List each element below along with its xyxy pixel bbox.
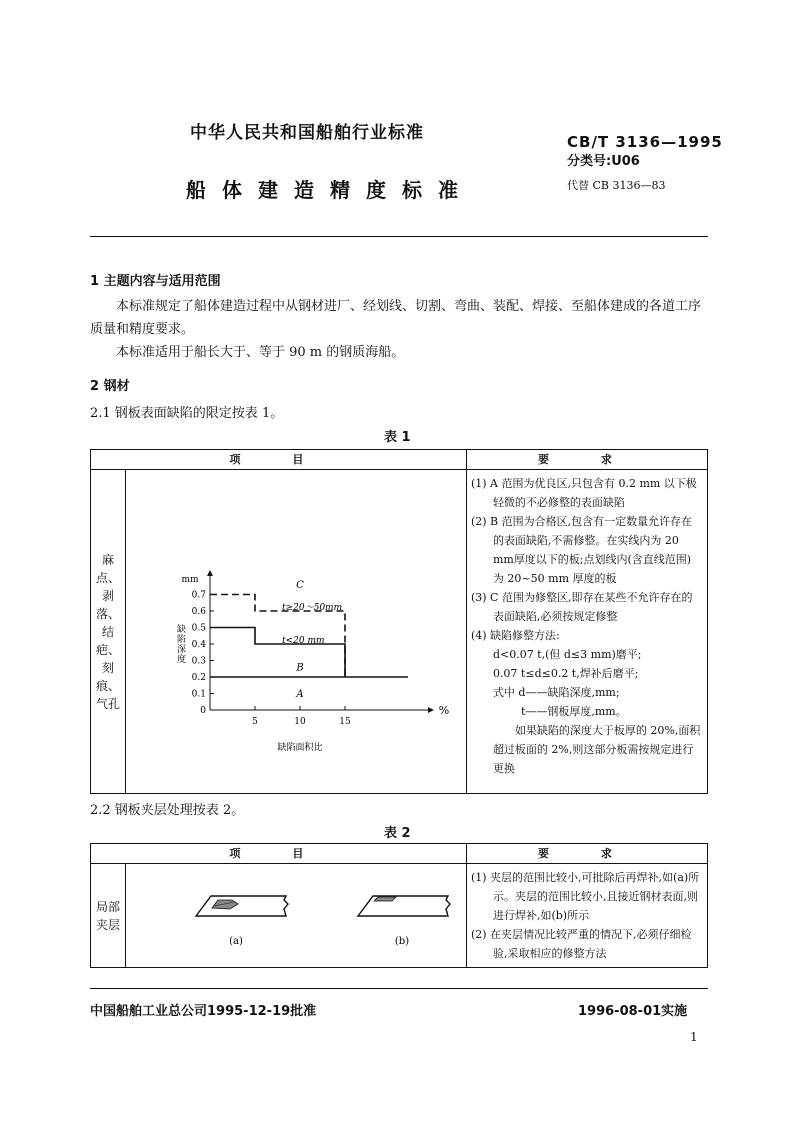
series-line bbox=[210, 628, 345, 678]
lamination-figures bbox=[126, 864, 464, 964]
figure-b-plate bbox=[358, 896, 450, 916]
section-1-paragraph-1: 本标准规定了船体建造过程中从钢材进厂、经划线、切割、弯曲、装配、焊接、至船体建成的各道工序质量和精度要求。 bbox=[90, 299, 702, 337]
figure-b-label: (b) bbox=[394, 936, 410, 947]
page-number: 1 bbox=[690, 1030, 698, 1044]
table-2-header-requirement: 要 求 bbox=[466, 844, 707, 864]
replaces-note: 代替 CB 3136—83 bbox=[567, 179, 666, 192]
section-1-paragraph-2: 本标准适用于船长大于、等于 90 m 的钢质海船。 bbox=[116, 345, 405, 360]
table-1-left-label: 麻点、 剥落、 结疤、 刻痕、 气孔 bbox=[95, 552, 120, 711]
method-line: 式中 d——缺陷深度,mm; bbox=[492, 686, 620, 699]
table-1-caption: 表 1 bbox=[384, 430, 411, 445]
x-tick-label: 15 bbox=[339, 717, 351, 727]
series-label: t≥20～50mm bbox=[282, 603, 343, 613]
y-tick-label: 0.1 bbox=[191, 689, 206, 700]
table-1-left-label-cell bbox=[91, 470, 126, 794]
x-axis-title: 缺陷面积比 bbox=[277, 743, 323, 753]
requirement-item: (2) 在夹层情况比较严重的情况下,必须仔细检验,采取相应的修整方法 bbox=[470, 928, 692, 960]
region-label: C bbox=[296, 579, 304, 591]
requirement-item: (2) B 范围为合格区,包含有一定数量允许存在的表面缺陷,不需修整。在实线内为 20 mm厚度以下的板;点划线内(含直线范围)为 20~50 mm 厚度的板 bbox=[470, 515, 693, 585]
section-2-1-text: 2.1 钢板表面缺陷的限定按表 1。 bbox=[90, 406, 284, 421]
footer-divider bbox=[90, 988, 708, 989]
table-2-figure-cell bbox=[126, 864, 467, 968]
replacement-note: 如果缺陷的深度大于板厚的 20%,面积超过板面的 2%,则这部分板需按规定进行更换 bbox=[492, 724, 701, 775]
figure-a-label: (a) bbox=[229, 936, 243, 947]
section-2-heading: 2 钢材 bbox=[90, 379, 130, 394]
classification-number: 分类号:U06 bbox=[567, 154, 640, 169]
origin-label: 0 bbox=[200, 706, 206, 716]
requirement-item: (1) 夹层的范围比较小,可批除后再焊补,如(a)所示。夹层的范围比较小,且接近钢材表面,则进行焊补,如(b)所示 bbox=[470, 871, 700, 922]
requirement-item: (4) 缺陷修整方法: bbox=[470, 629, 560, 642]
y-unit-label: mm bbox=[181, 575, 199, 585]
standard-category-title: 中华人民共和国船舶行业标准 bbox=[190, 123, 424, 143]
x-axis-arrow bbox=[428, 707, 434, 713]
chart-labels bbox=[175, 575, 449, 753]
approval-line: 中国船舶工业总公司1995-12-19批准 bbox=[90, 1004, 317, 1019]
series-label: t<20 mm bbox=[282, 636, 325, 646]
y-tick-label: 0.2 bbox=[191, 673, 206, 683]
standard-code: CB/T 3136—1995 bbox=[567, 133, 723, 151]
table-1-requirements bbox=[467, 470, 707, 782]
requirement-item: (3) C 范围为修整区,即存在某些不允许存在的表面缺陷,必须按规定修整 bbox=[470, 591, 693, 623]
x-unit-label: % bbox=[438, 704, 450, 717]
section-1-heading: 1 主题内容与适用范围 bbox=[90, 274, 221, 289]
table-1-requirements-cell bbox=[466, 470, 707, 794]
table-1-header-item: 项 目 bbox=[91, 450, 467, 470]
region-label: A bbox=[296, 688, 304, 700]
figure-a-plate bbox=[196, 896, 288, 916]
defect-depth-chart bbox=[126, 470, 464, 790]
effective-date: 1996-08-01实施 bbox=[578, 1004, 688, 1019]
y-tick-label: 0.4 bbox=[191, 640, 206, 650]
table-2-caption: 表 2 bbox=[384, 826, 411, 841]
table-2 bbox=[90, 843, 708, 968]
table-1 bbox=[90, 449, 708, 794]
table-1-header-requirement: 要 求 bbox=[466, 450, 707, 470]
document-title: 船体建造精度标准 bbox=[186, 178, 474, 202]
y-tick-label: 0.5 bbox=[191, 623, 206, 634]
requirement-item: (1) A 范围为优良区,只包含有 0.2 mm 以下极轻微的不必修整的表面缺陷 bbox=[470, 477, 697, 509]
y-tick-label: 0.7 bbox=[191, 590, 206, 601]
table-2-header-item: 项 目 bbox=[91, 844, 467, 864]
table-2-left-label: 局部 夹层 bbox=[95, 899, 120, 932]
y-tick-label: 0.3 bbox=[191, 656, 206, 667]
x-tick-label: 10 bbox=[294, 717, 306, 727]
table-2-left-label-cell bbox=[91, 864, 126, 968]
method-line: 0.07 t≤d≤0.2 t,焊补后磨平; bbox=[492, 667, 639, 680]
section-2-2-text: 2.2 钢板夹层处理按表 2。 bbox=[90, 803, 245, 818]
table-2-requirements-cell bbox=[466, 864, 707, 968]
y-axis-arrow bbox=[207, 570, 213, 576]
y-axis-title: 缺陷深度 bbox=[175, 624, 185, 664]
method-line-t: t——钢板厚度,mm。 bbox=[520, 705, 627, 718]
y-tick-label: 0.6 bbox=[191, 607, 206, 617]
table-1-chart-cell bbox=[126, 470, 467, 794]
table-2-requirements bbox=[467, 864, 707, 967]
x-tick-label: 5 bbox=[252, 717, 258, 727]
method-line: d<0.07 t,(但 d≤3 mm)磨平; bbox=[492, 648, 642, 661]
region-label: B bbox=[296, 662, 304, 674]
header-divider bbox=[90, 236, 708, 237]
